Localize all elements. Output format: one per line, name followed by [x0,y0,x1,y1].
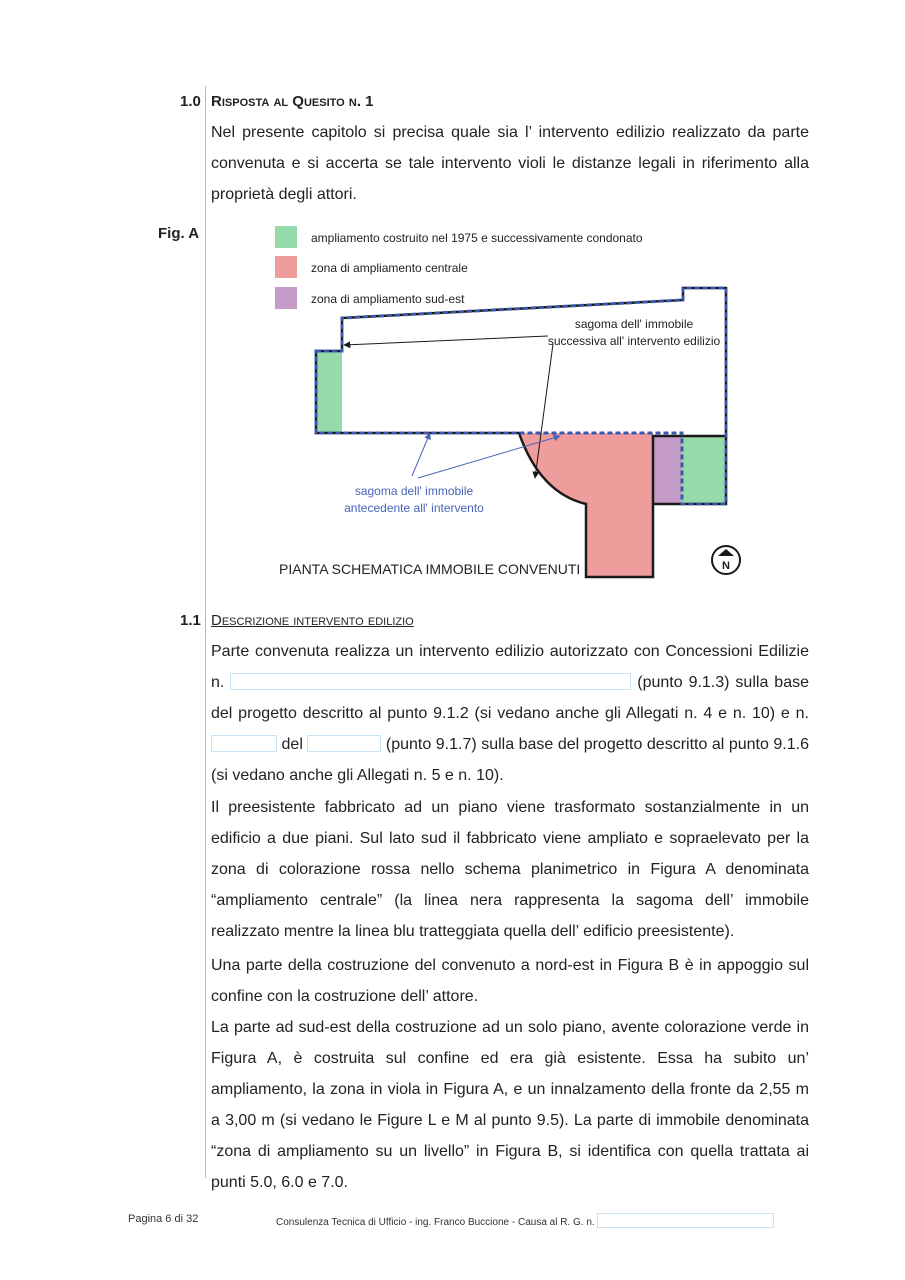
figure-caption: PIANTA SCHEMATICA IMMOBILE CONVENUTI [279,561,581,577]
annotation-after-line1: sagoma dell' immobile [574,317,694,331]
arrow-after-to-west [344,336,548,345]
para-text: del [281,736,303,753]
north-arrow-icon [712,546,740,574]
legend-label-green: ampliamento costruito nel 1975 e successivamente condonato [311,231,643,245]
legend-swatch-red [275,256,297,278]
annotation-before-line2: antecedente all' intervento [344,501,484,515]
redacted-field [307,735,381,752]
figure-label: Fig. A [158,225,200,242]
redacted-field [597,1213,774,1228]
paragraph-transformation: Il preesistente fabbricato ad un piano viene trasformato sostanzialmente in un edificio a due piani. Sul lato sud il fabbricato viene ampliato e sopraelevato per la zona di colorazione rossa nello schema planimetrico in Figura A denominata “ampliamento centrale” (la linea nera rappresenta la sagoma dell’ immobile realizzato mentre la linea blu tratteggiata quella dell’ edificio preesistente). [211,799,809,940]
legend-swatch-green [275,226,297,248]
floor-plan-figure [0,0,905,600]
paragraph-southeast: La parte ad sud-est della costruzione ad un solo piano, avente colorazione verde in Figura A, è costruita sul confine ed era già esistente. Essa ha subito un’ ampliamento, la zona in viola in Figura A, e un innalzamento della fronte da 2,55 m a 3,00 m (si vedano le Figure L e M al punto 9.5). La parte di immobile denominata “zona di ampliamento su un livello” in Figura B, si identifica con quella trattata ai punti 5.0, 6.0 e 7.0. [211,1019,809,1191]
redacted-field [230,673,631,690]
zone-green-west [316,351,342,433]
annotation-after-line2: successiva all' intervento edilizio [547,334,721,348]
para-text: Parte convenuta realizza un intervento edilizio autorizzato con Concessioni Edilizie n. [211,643,809,691]
paragraph-northeast: Una parte della costruzione del convenuto a nord-est in Figura B è in appoggio sul confine con la costruzione dell’ attore. [211,957,809,1005]
section-number: 1.0 [180,93,201,110]
annotation-before-line1: sagoma dell' immobile [354,484,474,498]
north-label: N [722,560,730,572]
section-title: Risposta al Quesito n. 1 [211,93,374,110]
para-text: (punto 9.1.3) sulla base del progetto descritto al punto 9.1.2 (si vedano anche gli Allegati n. 4 e n. 10) e n. [211,674,809,722]
redacted-field [211,735,277,752]
legend-swatch-purple [275,287,297,309]
legend-label-red: zona di ampliamento centrale [311,261,468,275]
footer-label: Consulenza Tecnica di Ufficio - ing. Franco Buccione - Causa al R. G. n. [276,1217,595,1228]
zone-green-southeast [682,436,726,504]
legend-label-purple: zona di ampliamento sud-est [311,292,465,306]
paragraph-concessions [211,636,809,791]
zone-purple-southeast [653,436,682,504]
para-text: (punto 9.1.7) sulla base del progetto descritto al punto 9.1.6 (si vedano anche gli Allegati n. 5 e n. 10). [211,736,809,784]
intro-paragraph: Nel presente capitolo si precisa quale sia l’ intervento edilizio realizzato da parte convenuta e si accerta se tale intervento violi le distanze legali in riferimento alla proprietà degli attori. [211,124,809,203]
page-number: Pagina 6 di 32 [128,1213,199,1225]
arrow-before-to-north [412,433,430,476]
section-number: 1.1 [180,612,201,629]
footer-text [276,1213,774,1228]
section-title: Descrizione intervento edilizio [211,612,414,629]
